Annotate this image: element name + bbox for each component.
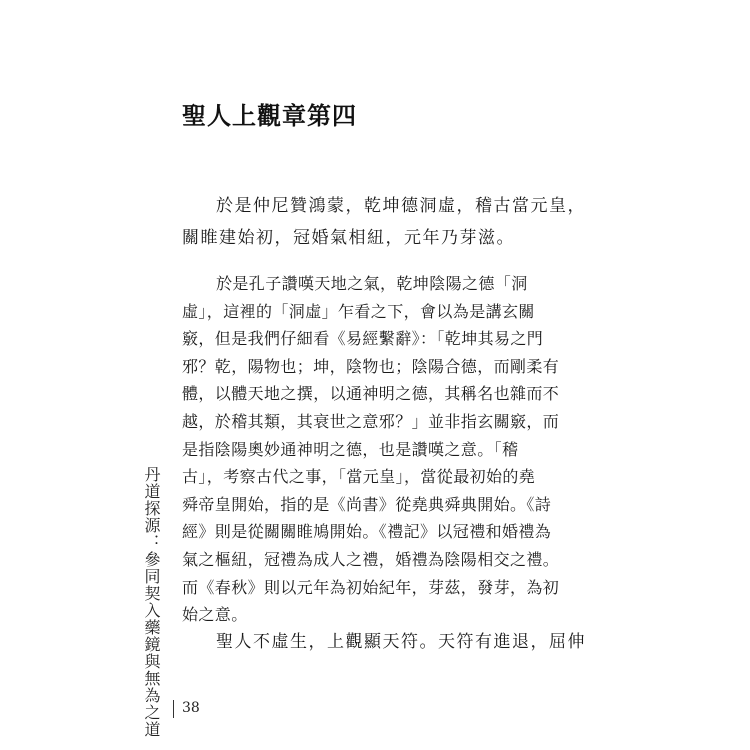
scripture-verse [182, 190, 586, 254]
commentary-line: 是指陰陽奧妙通神明之德，也是讚嘆之意。「稽 [182, 439, 519, 459]
commentary-line: 舜帝皇開始，指的是《尚書》從堯典舜典開始。《詩 [182, 494, 552, 514]
commentary-line: 始之意。 [182, 605, 248, 625]
commentary-line: 邪？乾，陽物也；坤，陰物也；陰陽合德，而剛柔有 [182, 356, 560, 376]
page-number: 38 [182, 700, 200, 716]
commentary-line: 虛」，這裡的「洞虛」乍看之下，會以為是講玄關 [182, 301, 535, 321]
folio-divider [173, 700, 174, 718]
commentary-line: 體，以體天地之撰，以通神明之德，其稱名也雜而不 [182, 384, 560, 404]
commentary-line: 越，於稽其類，其衰世之意邪？」並非指玄關竅，而 [182, 411, 560, 431]
commentary-line: 古」，考察古代之事，「當元皇」，當從最初始的堯 [182, 467, 536, 487]
running-title: 丹道探源：參同契入藥鏡與無為之道 [142, 466, 161, 738]
scripture-verse [182, 626, 586, 658]
commentary-line: 而《春秋》則以元年為初始紀年，芽茲，發芽，為初 [182, 577, 560, 597]
commentary-line: 氣之樞紐，冠禮為成人之禮，婚禮為陰陽相交之禮。 [182, 549, 560, 569]
verse-line: 聖人不虛生，上觀顯天符。天符有進退，屈伸 [216, 632, 586, 652]
chapter-title: 聖人上觀章第四 [182, 101, 357, 130]
commentary-line: 於是孔子讚嘆天地之氣，乾坤陰陽之德「洞 [216, 274, 528, 293]
verse-line: 關睢建始初，冠婚氣相紐，元年乃芽滋。 [182, 228, 515, 248]
commentary-line: 經》則是從關關睢鳩開始。《禮記》以冠禮和婚禮為 [182, 522, 552, 542]
commentary-line: 竅，但是我們仔細看《易經繫辭》：「乾坤其易之門 [182, 329, 544, 349]
verse-line: 於是仲尼贊鴻蒙，乾坤德洞虛，稽古當元皇， [216, 196, 586, 216]
commentary-paragraph [182, 270, 572, 629]
